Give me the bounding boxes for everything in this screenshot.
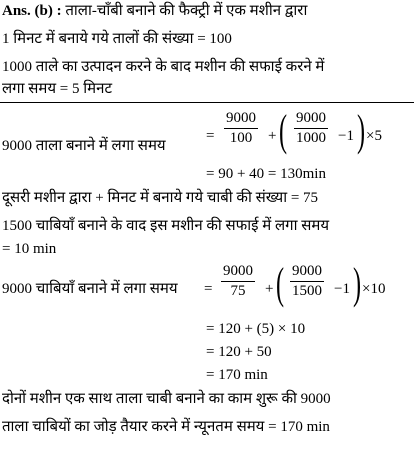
calc1-f1-numerator: 9000 [224,110,258,129]
calc1-fraction-1 [224,110,258,147]
calc2-fraction-2 [290,263,324,300]
calc2-step2: = 120 + 50 [206,344,272,360]
divider [0,102,414,103]
conclusion-line-2: ताला चाबियों का जोड़ तैयार करने में न्यूनतम समय = 170 min [2,419,330,435]
calc1-equals: = [206,128,215,144]
cleaning-condition-line: 1000 ताले का उत्पादन करने के बाद मशीन की सफाई करने में [2,59,325,75]
calc1-f2-denominator: 1000 [296,130,326,146]
calc1-f1-denominator: 100 [229,130,253,146]
answer-line [2,2,307,20]
calc1-right-paren: ) [357,106,366,155]
calc2-f1-numerator: 9000 [221,263,255,282]
calc1-label: 9000 ताला बनाने में लगा समय [2,138,166,154]
conclusion-line-1: दोनों मशीन एक साथ ताला चाबी बनाने का काम शुरू की 9000 [2,391,331,407]
calc1-left-paren: ( [279,106,288,155]
second-machine-line: दूसरी मशीन द्वारा + मिनट में बनाये गये चाबी की संख्या = 75 [2,190,319,206]
key-cleaning-line: 1500 चाबियाँ बनाने के वाद इस मशीन की सफाई में लगा समय [2,218,330,234]
calc2-left-paren: ( [276,259,285,308]
calc2-right-paren: ) [353,259,362,308]
calc1-result: = 90 + 40 = 130min [206,166,326,182]
answer-label: Ans. (b) : [2,3,62,19]
calc2-minus-one: −1 [334,281,350,297]
calc2-step1: = 120 + (5) × 10 [206,321,306,337]
key-cleaning-time: = 10 min [2,241,57,257]
calc2-equals: = [204,281,213,297]
calc1-minus-one: −1 [338,128,354,144]
calc2-plus: + [265,281,274,297]
calc1-times: ×5 [366,128,382,144]
calc2-f2-denominator: 1500 [292,283,322,299]
calc2-label: 9000 चाबियाँ बनाने में लगा समय [2,281,178,297]
calc1-f2-numerator: 9000 [294,110,328,129]
calc1-fraction-2 [294,110,328,147]
calc2-times: ×10 [362,281,386,297]
locks-per-minute-line: 1 मिनट में बनाये गये तालों की संख्या = 100 [2,31,232,47]
calc2-f2-numerator: 9000 [290,263,324,282]
answer-text: ताला-चाँबी बनाने की फैक्ट्री में एक मशीन द्वारा [65,3,308,19]
calc1-plus: + [268,128,277,144]
calc2-f1-denominator: 75 [230,283,246,299]
calc2-fraction-1 [221,263,255,300]
cleaning-time-line: लगा समय = 5 मिनट [2,81,113,97]
calc2-step3: = 170 min [206,367,268,383]
